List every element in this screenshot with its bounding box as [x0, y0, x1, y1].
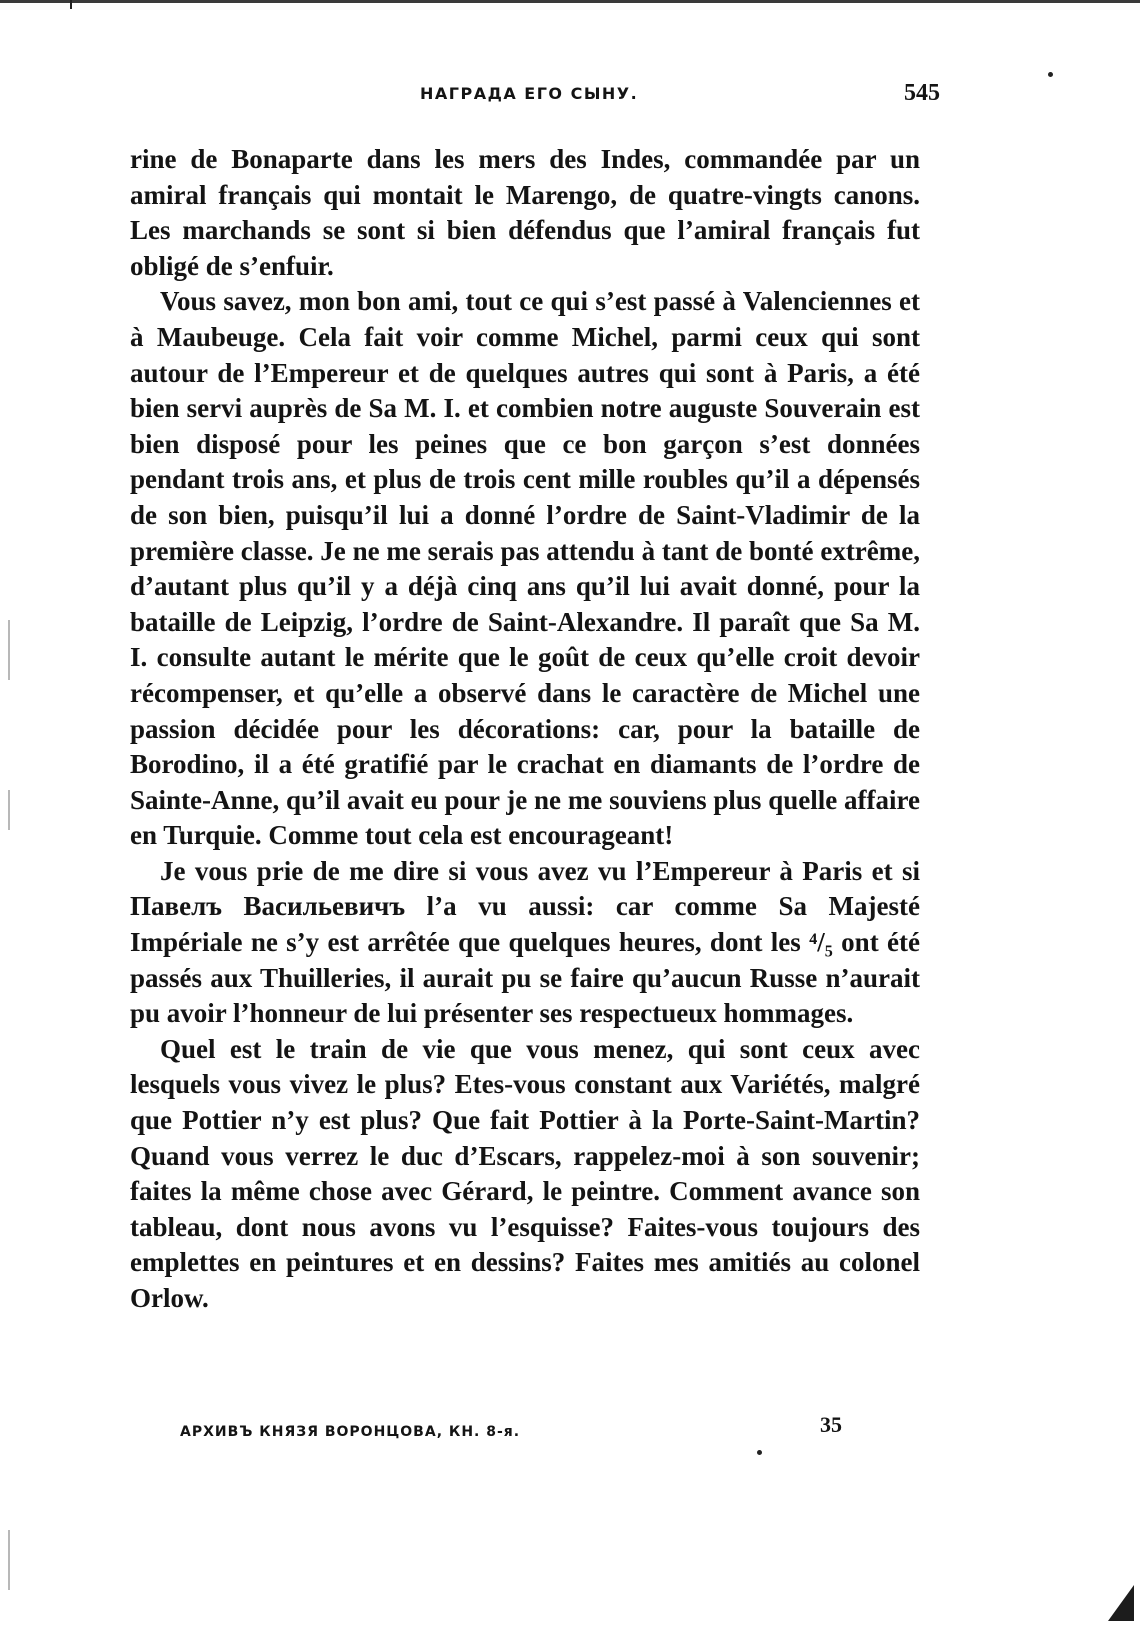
paragraph: Quel est le train de vie que vous menez, qui sont ceux avec lesquels vous vivez le plus? Etes-vous constant aux Variétés, malgré que Pottier n’y est plus? Que fait Pottier à la Porte-Saint-Martin? Quand vous verrez le duc d’Escars, rappelez-moi à son souvenir; faites la même chose avec Gérard, le peintre. Comment avance son tableau, dont nous avons vu l’esquisse? Faites-vous toujours des emplettes en peintures et en dessins? Faites mes amitiés au colonel Orlow. — [130, 1033, 920, 1313]
scan-margin-stripe — [8, 620, 10, 680]
scan-speck — [757, 1450, 762, 1455]
scan-corner-mark — [1108, 1585, 1134, 1621]
scan-margin-stripe — [8, 1530, 10, 1590]
paragraph: rine de Bonaparte dans les mers des Indes, commandée par un amiral français qui montait le Marengo, de quatre-vingts canons. Les marchands se sont si bien défendus que l’amiral français fut obligé de s’enfuir. — [130, 144, 920, 281]
scan-speck — [1048, 72, 1053, 77]
footer-signature: АРХИВЪ КНЯЗЯ ВОРОНЦОВА, КН. 8-я. — [180, 1424, 521, 1440]
scan-mark — [70, 0, 72, 9]
scan-margin-stripe — [8, 790, 10, 830]
running-head: НАГРАДА ЕГО СЫНУ. — [420, 84, 639, 103]
page-body — [130, 142, 920, 1317]
paragraph: Je vous prie de me dire si vous avez vu l’Empereur à Paris et si Павелъ Васильевичъ l’a vu aussi: car comme Sa Majesté Impériale ne s’y est arrêtée que quelques heures, dont les ⁴/₅ ont été passés aux Thuilleries, il aurait pu se faire qu’aucun Russe n’aurait pu avoir l’honneur de lui présenter ses respectueux hommages. — [130, 855, 920, 1029]
paragraph: Vous savez, mon bon ami, tout ce qui s’est passé à Valenciennes et à Maubeuge. Cela fait voir comme Michel, parmi ceux qui sont autour de l’Empereur et de quelques autres qui sont à Paris, a été bien servi auprès de Sa M. I. et combien notre auguste Souverain est bien disposé pour les peines que ce bon garçon s’est données pendant trois ans, et plus de trois cent mille roubles qu’il a dépensés de son bien, puisqu’il lui a donné l’ordre de Saint-Vladimir de la première classe. Je ne me serais pas attendu à tant de bonté extrême, d’autant plus qu’il y a déjà cinq ans qu’il lui avait donné, pour la bataille de Leipzig, l’ordre de Saint-Alexandre. Il paraît que Sa M. I. consulte autant le mérite que le goût de ceux qu’elle croit devoir récompenser, et qu’elle a observé dans le caractère de Michel une passion décidée pour les décorations: car, pour la bataille de Borodino, il a été gratifié par le crachat en diamants de l’ordre de Sainte-Anne, qu’il avait eu pour je ne me souviens plus quelle affaire en Turquie. Comme tout cela est encourageant! — [130, 286, 920, 851]
scan-top-edge — [0, 0, 1140, 3]
page-number: 545 — [904, 80, 940, 106]
sheet-number: 35 — [820, 1412, 842, 1437]
